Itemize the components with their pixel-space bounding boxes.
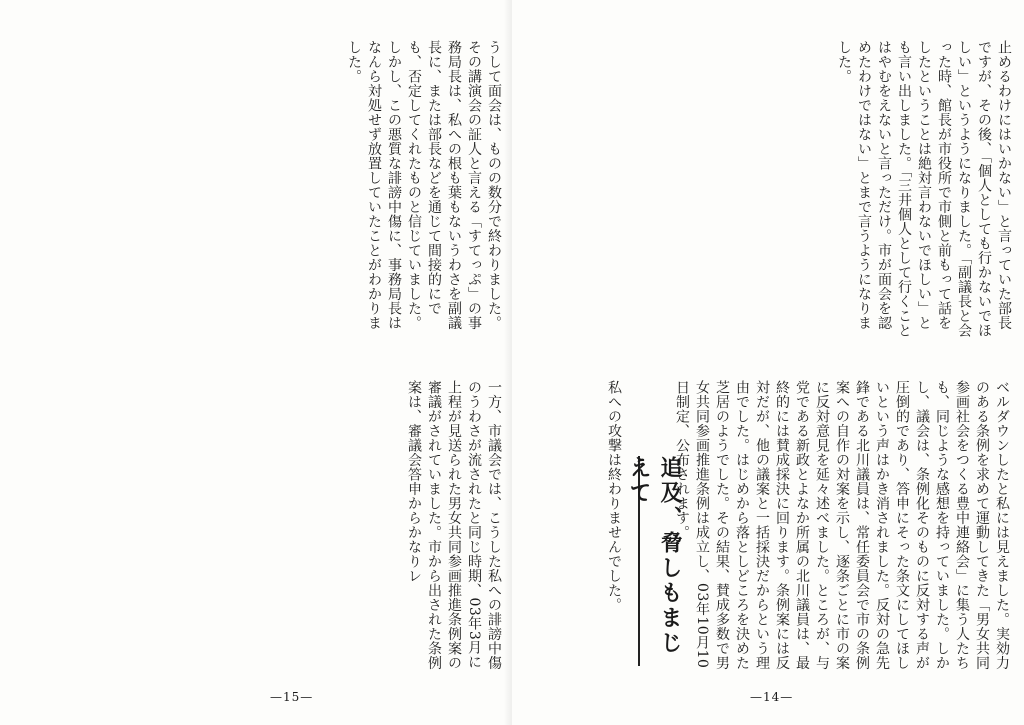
left-page-text-bottom: 一方、市議会では、こうした私への誹謗中傷のうわさが流されたと同じ時期、03年3月に上程が見送られた男女共同参画推進条例案の審議がされていました。市から出された条例案は、審議会答申からかなりレ [406, 380, 502, 670]
section-heading: 追及、脅しもまじえて [638, 456, 686, 666]
right-page-tail-text: 私への攻撃は終わりませんでした。 [606, 380, 622, 612]
left-page-number: —15— [270, 690, 314, 704]
right-page [512, 0, 1024, 725]
right-page-number: —14— [750, 690, 794, 704]
right-page-text-bottom: ベルダウンしたと私には見えました。実効力のある条例を求めて運動してきた「男女共同参画社会をつくる豊中連絡会」に集う人たちも、同じような感想を持っていました。しかし、議会は、条例化そのものに反対する声が圧倒的であり、答申にそった条文にしてほしいという声はかき消されました。反対の急先鋒である北川議員は、常任委員会で市の条例案への自作の対案を示し、逐条ごとに市の案に反対意見を延々述べました。ところが、与党である新政とよなか所属の北川議員は、最終的には賛成採決に回ります。条例案には反対だが、他の議案と一括採決だからという理由でした。はじめから落としどころを決めた芝居のようでした。その結果、賛成多数で男女共同参画推進条例は成立し、03年10月10日制定、公布されます。 [674, 380, 1010, 670]
left-page-text-top: うして面会は、ものの数分で終わりました。その講演会の証人と言える「すてっぷ」の事務局長は、私への根も葉もないうわさを副議長に、または部長などを通じて間接的にでも、否定してくれたものと信じていました。しかし、この悪質な誹謗中傷に、事務局長はなんら対処せず放置していたことがわかりました。 [346, 40, 502, 330]
right-page-text-top: 止めるわけにはいかない」と言っていた部長ですが、その後、「個人としても行かないでほしい」というようになりました。「副議長と会った時、館長が市役所で市側と前もって話をしたということは絶対言わないでほしい」とも言い出しました。「三井個人として行くことはやむをえないと言っただけ。市が面会を認めたわけではない」とまで言うようになりました。 [836, 40, 1012, 338]
